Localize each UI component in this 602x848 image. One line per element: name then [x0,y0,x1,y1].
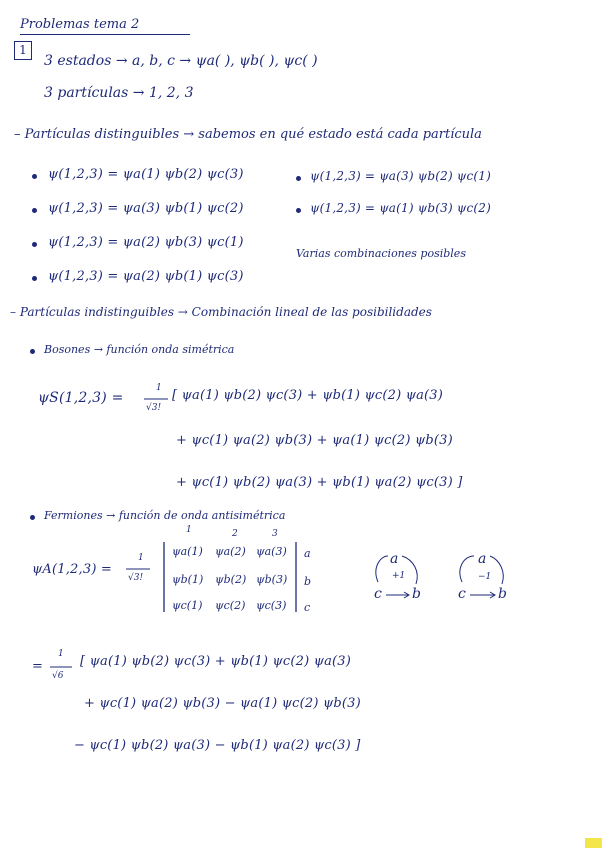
cycle-plus-right: b [412,586,421,602]
distinguishable-eq-6: ψ(1,2,3) = ψa(1) ψb(3) ψc(2) [310,201,492,215]
expansion-line-2: + ψc(1) ψa(2) ψb(3) − ψa(1) ψc(2) ψb(3) [84,696,361,711]
bullet-dot [296,176,301,181]
distinguishable-eq-2: ψ(1,2,3) = ψa(3) ψb(1) ψc(2) [48,201,244,216]
det-cell: ψa(3) [256,545,287,558]
bullet-dot [296,208,301,213]
fermions-frac-num: 1 [138,553,144,563]
combinations-note: Varias combinaciones posibles [296,247,466,260]
det-cell: ψc(2) [215,599,246,612]
distinguishable-header: – Partículas distinguibles → sabemos en qué estado está cada partícula [14,127,482,142]
distinguishable-eq-3: ψ(1,2,3) = ψa(2) ψb(3) ψc(1) [48,235,244,250]
cycle-plus-sign: +1 [392,571,406,581]
expansion-line-3: − ψc(1) ψb(2) ψa(3) − ψb(1) ψa(2) ψc(3) ] [74,738,361,753]
det-cell: ψb(3) [256,573,288,586]
row-label-c: c [304,601,311,614]
bullet-dot [32,208,37,213]
cycle-minus-right: b [498,586,507,602]
indistinguishable-header: – Partículas indistinguibles → Combinación lineal de las posibilidades [10,305,432,319]
expansion-line-1: [ ψa(1) ψb(2) ψc(3) + ψb(1) ψc(2) ψa(3) [80,654,352,669]
bosons-frac-num: 1 [156,383,162,393]
det-cell: ψc(1) [172,599,203,612]
bosons-label: Bosones → función onda simétrica [44,343,235,356]
cycle-plus-top: a [390,551,399,567]
distinguishable-eq-5: ψ(1,2,3) = ψa(3) ψb(2) ψc(1) [310,169,492,183]
fermions-label: Fermiones → función de onda antisimétrica [44,509,286,522]
cycle-minus-sign: −1 [478,572,492,582]
cycle-minus-top: a [478,551,487,567]
row-label-a: a [304,547,311,560]
cycle-minus-left: c [458,586,466,602]
bullet-dot [30,515,35,520]
bosons-line-3: + ψc(1) ψb(2) ψa(3) + ψb(1) ψa(2) ψc(3) ] [176,475,463,490]
fermions-lhs: ψA(1,2,3) = [32,562,113,577]
row-label-b: b [304,575,312,588]
distinguishable-eq-1: ψ(1,2,3) = ψa(1) ψb(2) ψc(3) [48,167,244,182]
distinguishable-eq-4: ψ(1,2,3) = ψa(2) ψb(1) ψc(3) [48,269,244,284]
det-cell: ψa(1) [172,545,203,558]
setup-particles: 3 partículas → 1, 2, 3 [44,85,194,101]
bullet-dot [32,242,37,247]
det-cell: ψb(2) [215,573,247,586]
bosons-frac-den: √3! [146,403,162,413]
det-cell: ψa(2) [215,545,246,558]
setup-states: 3 estados → a, b, c → ψa( ), ψb( ), ψc( ) [44,53,318,69]
highlighter-mark [585,838,602,848]
bosons-lhs: ψS(1,2,3) = [38,390,124,406]
page-title: Problemas tema 2 [20,17,140,32]
fermions-frac-den: √3! [128,573,144,583]
bullet-dot [30,349,35,354]
bullet-dot [32,174,37,179]
det-cell: ψb(1) [172,573,204,586]
col-header-3: 3 [272,529,278,539]
det-cell: ψc(3) [256,599,287,612]
col-header-2: 2 [232,529,238,539]
cycle-plus-left: c [374,586,382,602]
expansion-frac-num: 1 [58,649,64,659]
title-underline [20,34,190,35]
expansion-frac-den: √6 [52,671,64,681]
bosons-line-1: [ ψa(1) ψb(2) ψc(3) + ψb(1) ψc(2) ψa(3) [172,388,444,403]
expansion-equals: = [32,659,44,674]
col-header-1: 1 [186,525,192,535]
bullet-dot [32,276,37,281]
bosons-line-2: + ψc(1) ψa(2) ψb(3) + ψa(1) ψc(2) ψb(3) [176,433,453,448]
problem-number-box: 1 [14,41,32,60]
